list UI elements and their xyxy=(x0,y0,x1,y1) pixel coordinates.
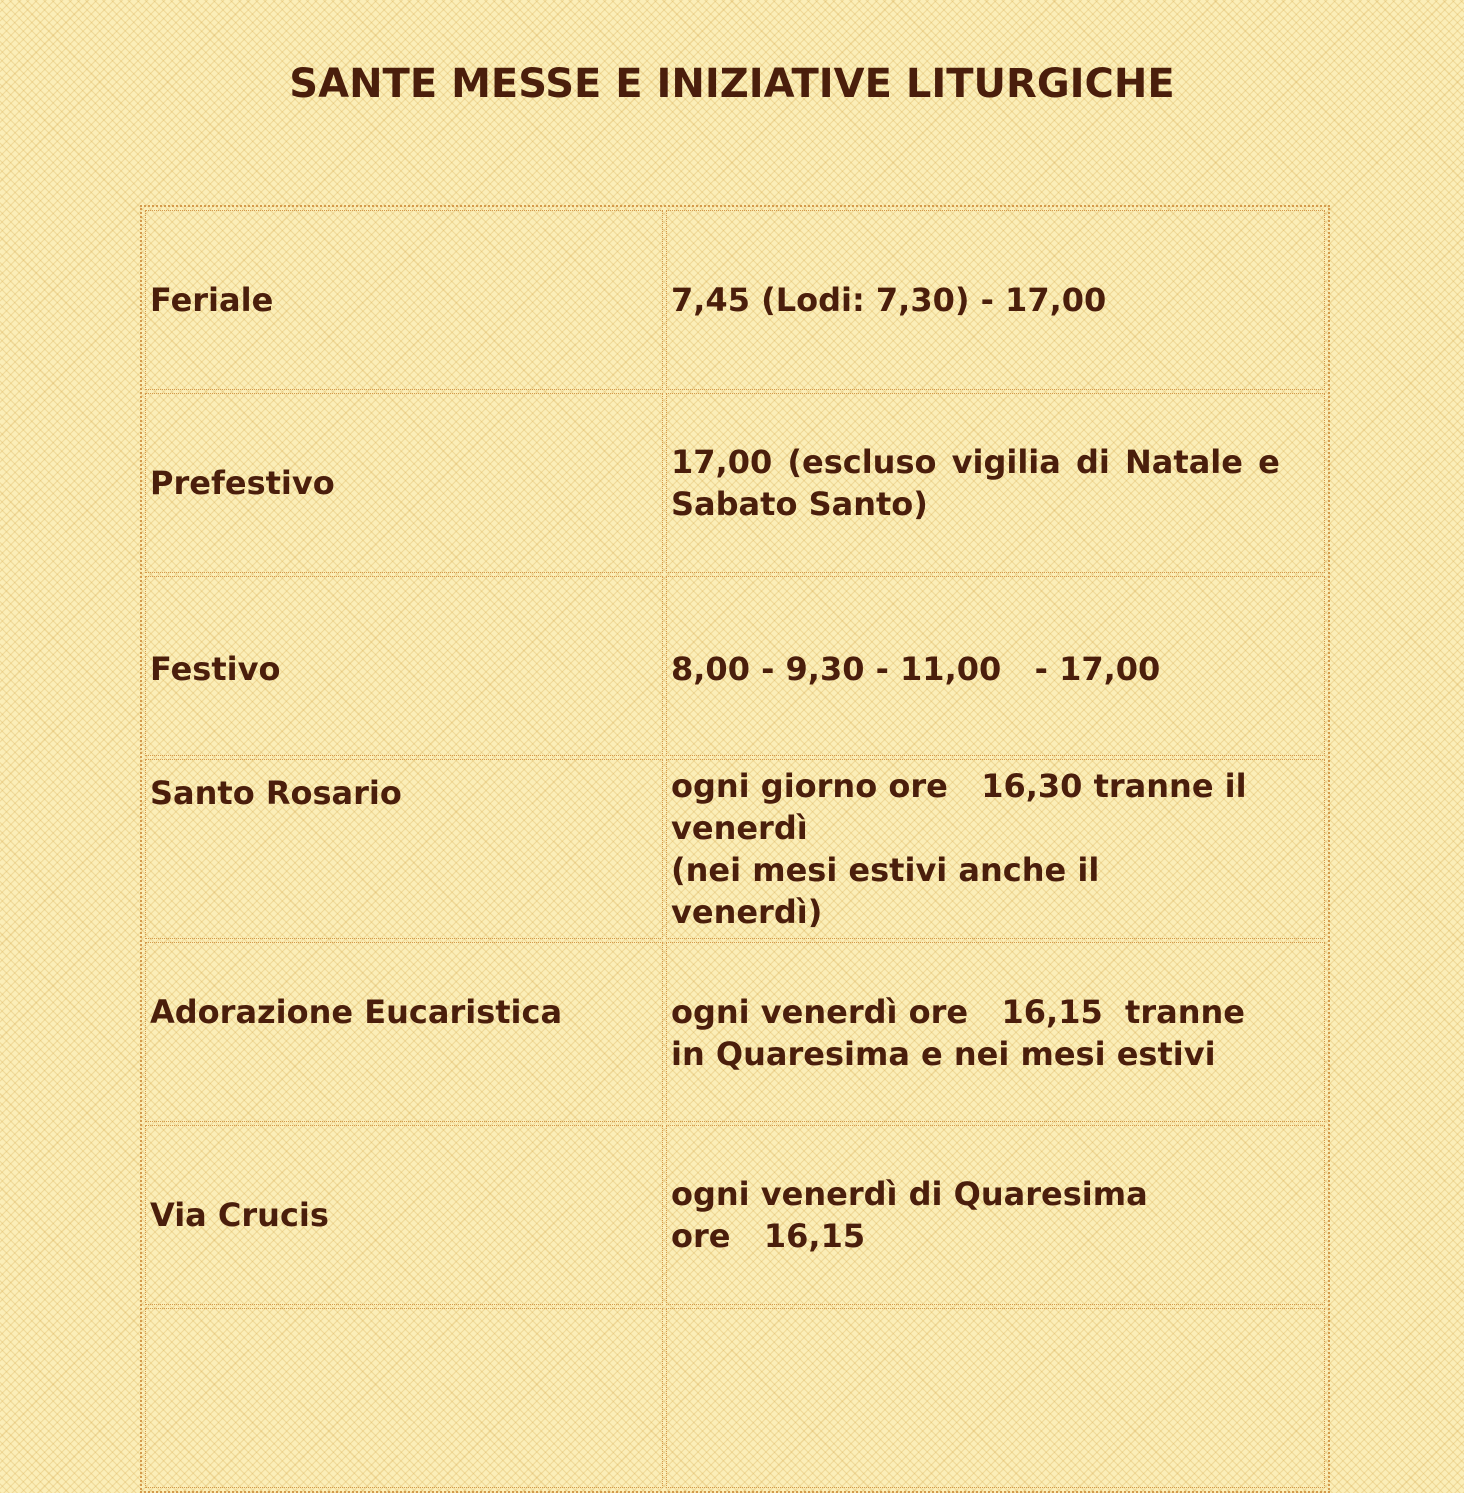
row-label: Via Crucis xyxy=(145,1125,663,1305)
row-times-line: 17,00 (escluso vigilia di Natale e xyxy=(671,443,1280,481)
row-label: Adorazione Eucaristica xyxy=(145,942,663,1122)
row-label-empty xyxy=(145,1308,663,1488)
table-row xyxy=(145,393,1325,573)
table-row xyxy=(145,210,1325,390)
row-times-line: venerdì xyxy=(671,809,808,847)
row-label: Feriale xyxy=(145,210,663,390)
row-times xyxy=(666,759,1325,939)
row-times xyxy=(666,942,1325,1122)
row-times xyxy=(666,210,1325,390)
row-times-line: (nei mesi estivi anche il xyxy=(671,851,1100,889)
table-row xyxy=(145,942,1325,1122)
row-label: Santo Rosario xyxy=(145,759,663,939)
table-row xyxy=(145,576,1325,756)
row-times-line: ogni giorno ore 16,30 tranne il xyxy=(671,767,1247,805)
row-times-line: ogni venerdì di Quaresima xyxy=(671,1175,1148,1213)
schedule-table xyxy=(140,205,1330,1493)
row-label: Prefestivo xyxy=(145,393,663,573)
row-times xyxy=(666,393,1325,573)
row-times-line: venerdì) xyxy=(671,893,823,931)
table-row xyxy=(145,1308,1325,1488)
row-times xyxy=(666,576,1325,756)
row-times-line: 8,00 - 9,30 - 11,00 - 17,00 xyxy=(671,650,1161,688)
row-times-line: in Quaresima e nei mesi estivi xyxy=(671,1035,1216,1073)
row-times-line: 7,45 (Lodi: 7,30) - 17,00 xyxy=(671,281,1107,319)
table-row xyxy=(145,759,1325,939)
row-label: Festivo xyxy=(145,576,663,756)
page-title: SANTE MESSE E INIZIATIVE LITURGICHE xyxy=(289,61,1175,107)
table-row xyxy=(145,1125,1325,1305)
row-times-line: Sabato Santo) xyxy=(671,485,928,523)
row-times xyxy=(666,1125,1325,1305)
row-times-line: ore 16,15 xyxy=(671,1217,866,1255)
row-times-line: ogni venerdì ore 16,15 tranne xyxy=(671,993,1245,1031)
row-times-empty xyxy=(666,1308,1325,1488)
